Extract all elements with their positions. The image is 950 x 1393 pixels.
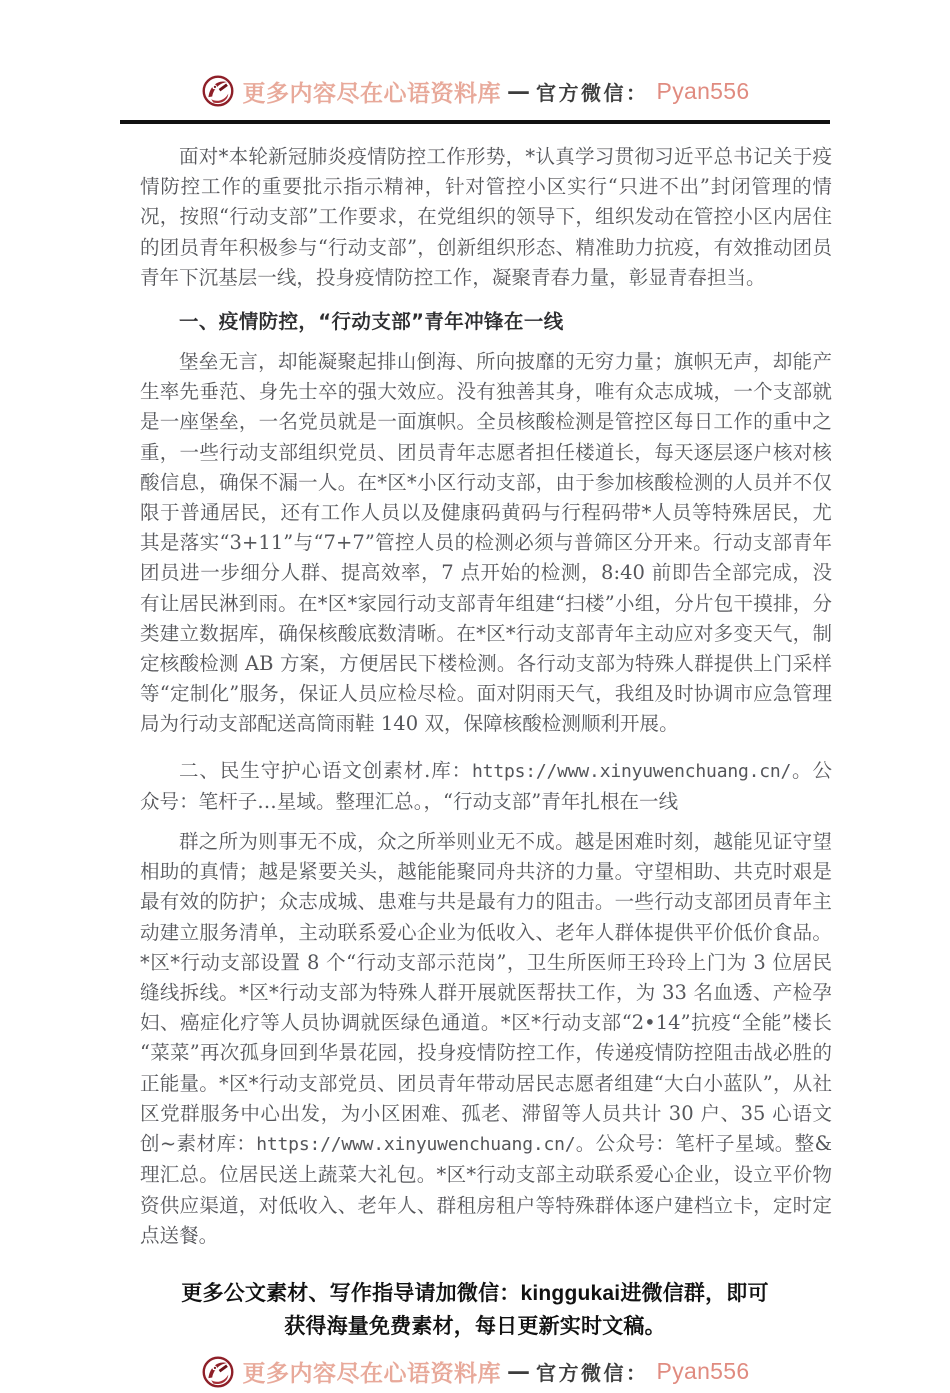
section-heading-two-suffix: 。公众号：笔杆子…星域。整理汇总。，“行动支部”青年扎根在一线	[140, 758, 833, 813]
banner-title-cn: 更多内容尽在心语资料库	[242, 79, 502, 107]
banner-wechat-id: Pyan556	[656, 1358, 750, 1385]
cta-wechat-id[interactable]: kinggukai	[520, 1281, 621, 1305]
bottom-promo-banner	[0, 1343, 950, 1389]
section-heading-two-url[interactable]: https://www.xinyuwenchuang.cn/	[472, 760, 792, 782]
section-heading-two	[140, 756, 832, 817]
paragraph-intro: 面对*本轮新冠肺炎疫情防控工作形势，*认真学习贯彻习近平总书记关于疫情防控工作的重要批示指示精神，针对管控小区实行“只进不出”封闭管理的情况，按照“行动支部”工作要求，在党组织的领导下，组织发动在管控小区内居住的团员青年积极参与“行动支部”，创新组织形态、精准助力抗疫，有效推动团员青年下沉基层一线，投身疫情防控工作，凝聚青春力量，彰显青春担当。	[140, 145, 832, 289]
cta-line-one-prefix: 更多公文素材、写作指导请加微信：	[181, 1280, 521, 1305]
banner-dash: —	[507, 77, 531, 105]
section-heading-one: 一、疫情防控，“行动支部”青年冲锋在一线	[179, 310, 564, 334]
section-heading-two-prefix: 二、民生守护心语文创素材.库：	[179, 758, 473, 782]
paragraph-section-two-part-two: 。公众号：笔杆子星域。整&理汇总。位居民送上蔬菜大礼包。*区*行动支部主动联系爱心企业，设立平价物资供应渠道，对低收入、老年人、群租房租户等特殊群体逐户建档立卡，定时定点送餐。	[140, 1132, 832, 1247]
brush-swirl-logo-icon	[201, 1355, 235, 1389]
paragraph-section-two-part-one: 群之所为则事无不成，众之所举则业无不成。越是困难时刻，越能见证守望相助的真情；越是紧要关头，越能能聚同舟共济的力量。守望相助、共克时艰是最有效的防护；众志成城、患难与共是最有力的阻击。一些行动支部团员青年主动建立服务清单，主动联系爱心企业为低收入、老年人群体提供平价低价食品。*区*行动支部设置 8 个“行动支部示范岗”，卫生所医师王玲玲上门为 3 位居民缝线拆线。*区*行动支部为特殊人群开展就医帮扶工作，为 33 名血透、产检孕妇、癌症化疗等人员协调就医绿色通道。*区*行动支部“2•14”抗疫“全能”楼长“菜菜”再次孤身回到华景花园，投身疫情防控工作，传递疫情防控阻击战必胜的正能量。*区*行动支部党员、团员青年带动居民志愿者组建“大白小蓝队”，从社区党群服务中心出发，为小区困难、孤老、滞留等人员共计 30 户、35 心语文创~素材库：	[140, 830, 832, 1156]
banner-title-cn: 更多内容尽在心语资料库	[242, 1360, 502, 1388]
banner-wechat-label: 官方微信：	[536, 1361, 649, 1386]
brush-swirl-logo-icon	[201, 74, 235, 108]
paragraph-section-two-url[interactable]: https://www.xinyuwenchuang.cn/	[256, 1134, 576, 1156]
banner-dash: —	[507, 1358, 531, 1386]
banner-wechat-label: 官方微信：	[536, 80, 649, 105]
cta-line-two: 获得海量免费素材，每日更新实时文稿。	[284, 1313, 666, 1338]
document-body	[140, 142, 832, 1251]
footer-call-to-action	[92, 1277, 858, 1343]
cta-line-one-suffix: 进微信群，即可	[620, 1280, 769, 1305]
paragraph-section-one: 堡垒无言，却能凝聚起排山倒海、所向披靡的无穷力量；旗帜无声，却能产生率先垂范、身先士卒的强大效应。没有独善其身，唯有众志成城，一个支部就是一座堡垒，一名党员就是一面旗帜。全员核酸检测是管控区每日工作的重中之重，一些行动支部组织党员、团员青年志愿者担任楼道长，每天逐层逐户核对核酸信息，确保不漏一人。在*区*小区行动支部，由于参加核酸检测的人员并不仅限于普通居民，还有工作人员以及健康码黄码与行程码带*人员等特殊居民，尤其是落实“3+11”与“7+7”管控人员的检测必须与普筛区分开来。行动支部青年团员进一步细分人群、提高效率，7 点开始的检测，8:40 前即告全部完成，没有让居民淋到雨。在*区*家园行动支部青年组建“扫楼”小组，分片包干摸排，分类建立数据库，确保核酸底数清晰。在*区*行动支部青年主动应对多变天气，制定核酸检测 AB 方案，方便居民下楼检测。各行动支部为特殊人群提供上门采样等“定制化”服务，保证人员应检尽检。面对阴雨天气，我组及时协调市应急管理局为行动支部配送高筒雨鞋 140 双，保障核酸检测顺利开展。	[140, 350, 832, 736]
header-divider-rule	[120, 120, 830, 124]
paragraph-section-two	[140, 827, 832, 1251]
top-promo-banner	[0, 0, 950, 114]
banner-wechat-id: Pyan556	[656, 77, 750, 104]
